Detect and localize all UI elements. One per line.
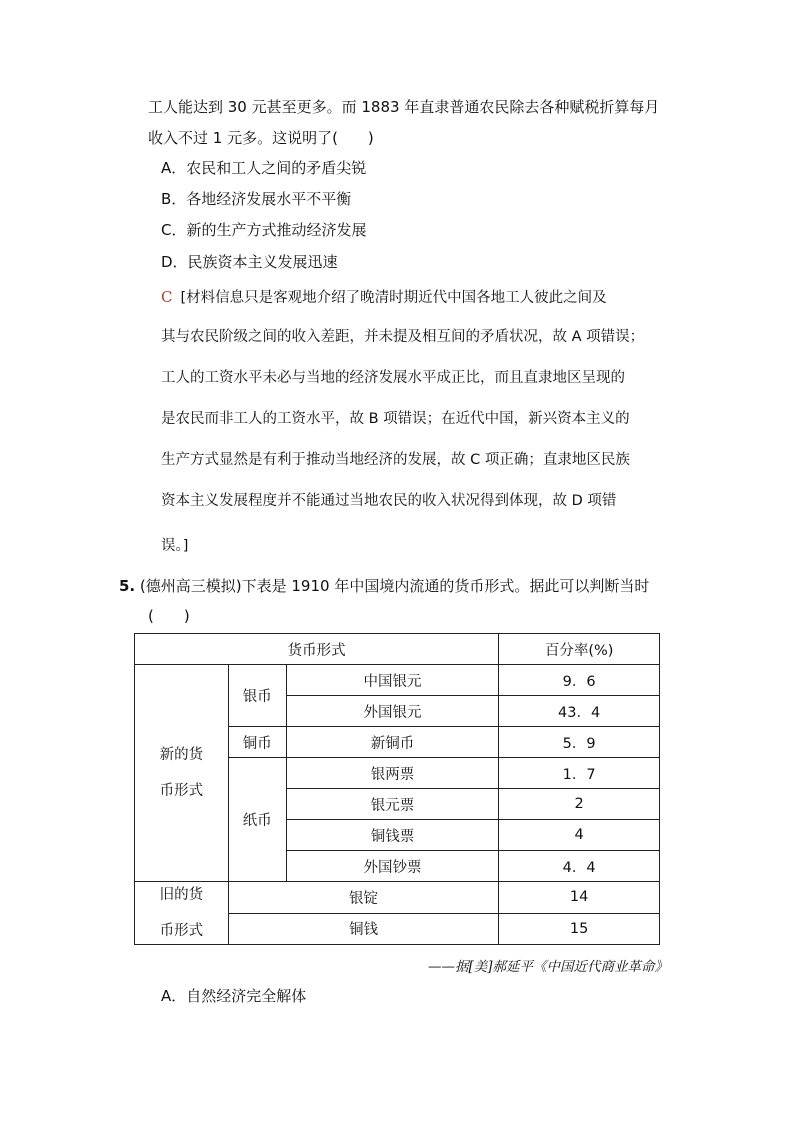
question5-number: 5. — [119, 577, 136, 595]
header-currency-form: 货币形式 — [135, 634, 499, 665]
question5-stem: (德州高三模拟)下表是 1910 年中国境内流通的货币形式。据此可以判断当时 — [135, 577, 650, 595]
old-group-label-line2: 币形式 — [159, 923, 204, 939]
currency-percentage: 14 — [499, 882, 660, 914]
option-c: C．新的生产方式推动经济发展 — [161, 221, 367, 239]
answer-line4: 是农民而非工人的工资水平，故 B 项错误；在近代中国，新兴资本主义的 — [161, 411, 630, 427]
answer-text-1: [材料信息只是客观地介绍了晚清时期近代中国各地工人彼此之间及 — [180, 290, 607, 306]
currency-percentage: 1．7 — [499, 758, 660, 789]
currency-name: 外国银元 — [286, 696, 499, 727]
new-currency-group — [135, 665, 229, 882]
answer-line2: 其与农民阶级之间的收入差距，并未提及相互间的矛盾状况，故 A 项错误； — [161, 329, 645, 345]
new-group-label-line2: 币形式 — [159, 783, 204, 799]
table-row — [135, 882, 660, 914]
table-row — [135, 665, 660, 696]
header-percentage: 百分率(%) — [499, 634, 660, 665]
answer-line6: 资本主义发展程度并不能通过当地农民的收入状况得到体现，故 D 项错 — [161, 493, 617, 509]
currency-name: 新铜币 — [286, 727, 499, 758]
new-group-label-line1: 新的货 — [159, 747, 204, 763]
currency-percentage: 5．9 — [499, 727, 660, 758]
option-a: A．农民和工人之间的矛盾尖锐 — [161, 159, 367, 177]
currency-name: 银锭 — [228, 882, 498, 914]
option-d: D．民族资本主义发展迅速 — [161, 253, 338, 271]
q5-option-a: A．自然经济完全解体 — [161, 987, 307, 1005]
question5-bracket: ( ) — [148, 607, 190, 625]
currency-percentage: 4．4 — [499, 851, 660, 882]
currency-name: 外国钞票 — [286, 851, 499, 882]
currency-percentage: 43．4 — [499, 696, 660, 727]
currency-name: 银元票 — [286, 789, 499, 820]
currency-name: 铜钱票 — [286, 820, 499, 851]
question4-text-line2: 收入不过 1 元多。这说明了( ) — [148, 129, 374, 147]
question5-text — [119, 575, 649, 597]
old-currency-group — [135, 882, 229, 945]
answer-line5: 生产方式显然是有利于推动当地经济的发展，故 C 项正确；直隶地区民族 — [161, 452, 630, 468]
question4-text-line1: 工人能达到 30 元甚至更多。而 1883 年直隶普通农民除去各种赋税折算每月 — [148, 98, 660, 116]
currency-percentage: 4 — [499, 820, 660, 851]
currency-name: 中国银元 — [286, 665, 499, 696]
currency-name: 铜钱 — [228, 913, 498, 945]
table-header-row — [135, 634, 660, 665]
answer-line1 — [161, 286, 607, 309]
answer-line3: 工人的工资水平未必与当地的经济发展水平成正比，而且直隶地区呈现的 — [161, 370, 625, 386]
currency-table — [134, 633, 660, 945]
currency-percentage: 2 — [499, 789, 660, 820]
paper-money-category: 纸币 — [228, 758, 286, 882]
silver-coin-category: 银币 — [228, 665, 286, 727]
currency-percentage: 9．6 — [499, 665, 660, 696]
table-source-citation: ——据[美]郝延平《中国近代商业革命》 — [427, 959, 668, 975]
option-b: B．各地经济发展水平不平衡 — [161, 190, 352, 208]
currency-percentage: 15 — [499, 913, 660, 945]
old-group-label-line1: 旧的货 — [159, 887, 204, 903]
answer-letter: C — [161, 288, 173, 306]
currency-name: 银两票 — [286, 758, 499, 789]
answer-line7: 误。] — [161, 538, 189, 554]
copper-coin-category: 铜币 — [228, 727, 286, 758]
